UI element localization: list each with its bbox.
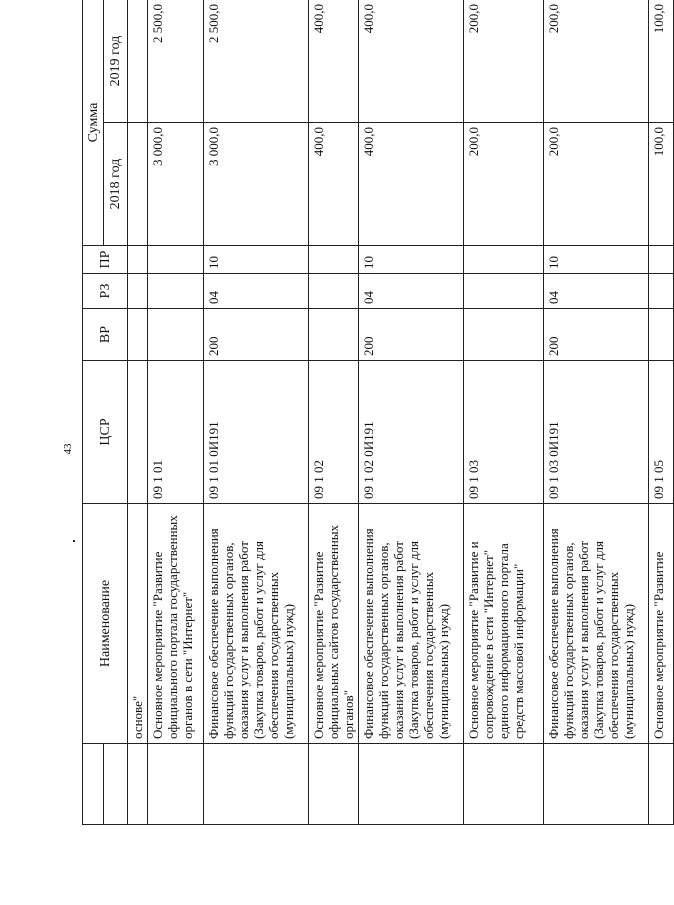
cell-stub <box>128 744 148 825</box>
cell-y2018: 200,0 <box>544 123 649 246</box>
scan-dot <box>73 540 75 542</box>
table-row <box>128 0 148 825</box>
header-csr: ЦСР <box>83 361 128 504</box>
header-pr: ПР <box>83 246 128 274</box>
cell-name: Основное мероприятие "Развитие и сопровождение в сети "Интернет" единого информационного портала средств массовой информации" <box>464 504 544 744</box>
cell-csr: 09 1 03 0И191 <box>544 361 649 504</box>
cell-y2019: 100,0 <box>649 0 674 123</box>
cell-pr: 10 <box>359 246 464 274</box>
header-year-2018: 2018 год <box>104 123 128 246</box>
cell-y2019 <box>128 0 148 123</box>
cell-name: Финансовое обеспечение выполнения функций государственных органов, оказания услуг и выполнения работ (Закупка товаров, работ и услуг для обеспечения государственных (муниципальных) нужд) <box>359 504 464 744</box>
header-name: Наименование <box>83 504 128 744</box>
cell-stub <box>148 744 204 825</box>
cell-y2019: 400,0 <box>309 0 359 123</box>
cell-pr <box>128 246 148 274</box>
cell-vr <box>464 309 544 361</box>
cell-y2018: 100,0 <box>649 123 674 246</box>
cell-y2019: 2 500,0 <box>148 0 204 123</box>
budget-table <box>82 0 674 825</box>
cell-y2019: 200,0 <box>464 0 544 123</box>
cell-stub <box>544 744 649 825</box>
cell-y2019: 2 500,0 <box>204 0 309 123</box>
cell-y2018: 400,0 <box>309 123 359 246</box>
cell-y2018: 400,0 <box>359 123 464 246</box>
cell-pr <box>309 246 359 274</box>
cell-rz: 04 <box>359 274 464 309</box>
cell-y2018: 200,0 <box>464 123 544 246</box>
cell-y2019: 200,0 <box>544 0 649 123</box>
cell-rz: 04 <box>544 274 649 309</box>
cell-rz <box>309 274 359 309</box>
cell-vr <box>128 309 148 361</box>
cell-y2019: 400,0 <box>359 0 464 123</box>
table-row <box>359 0 464 825</box>
cell-name: Основное мероприятие "Развитие официальных сайтов государственных органов" <box>309 504 359 744</box>
cell-stub <box>309 744 359 825</box>
cell-csr: 09 1 02 <box>309 361 359 504</box>
cell-y2018 <box>128 123 148 246</box>
cell-csr: 09 1 05 <box>649 361 674 504</box>
cell-name: Основное мероприятие "Развитие <box>649 504 674 744</box>
table-row <box>309 0 359 825</box>
cell-csr <box>128 361 148 504</box>
cell-vr: 200 <box>204 309 309 361</box>
table-row <box>544 0 649 825</box>
rotated-page-content <box>82 0 666 825</box>
cell-vr: 200 <box>359 309 464 361</box>
cell-rz: 04 <box>204 274 309 309</box>
header-year-2019: 2019 год <box>104 0 128 123</box>
table-row <box>464 0 544 825</box>
cell-rz <box>148 274 204 309</box>
table-row <box>649 0 674 825</box>
header-vr: ВР <box>83 309 128 361</box>
cell-csr: 09 1 01 0И191 <box>204 361 309 504</box>
cell-y2018: 3 000,0 <box>148 123 204 246</box>
page-number: 43 <box>62 443 74 455</box>
header-rz: РЗ <box>83 274 128 309</box>
cell-vr: 200 <box>544 309 649 361</box>
cell-stub <box>649 744 674 825</box>
cell-name: основе" <box>128 504 148 744</box>
cell-csr: 09 1 03 <box>464 361 544 504</box>
cell-y2018: 3 000,0 <box>204 123 309 246</box>
cell-vr <box>148 309 204 361</box>
cell-name: Основное мероприятие "Развитие официального портала государственных органов в сети "Интернет" <box>148 504 204 744</box>
cell-rz <box>128 274 148 309</box>
stub-subheader <box>104 744 128 825</box>
cell-pr <box>649 246 674 274</box>
cell-pr <box>148 246 204 274</box>
cell-vr <box>649 309 674 361</box>
cell-rz <box>649 274 674 309</box>
cell-stub <box>359 744 464 825</box>
cell-csr: 09 1 01 <box>148 361 204 504</box>
header-sum: Сумма <box>83 0 104 246</box>
cell-stub <box>464 744 544 825</box>
table-row <box>148 0 204 825</box>
cell-vr <box>309 309 359 361</box>
cell-pr <box>464 246 544 274</box>
cell-pr: 10 <box>544 246 649 274</box>
stub-header <box>83 744 104 825</box>
cell-stub <box>204 744 309 825</box>
table-row <box>204 0 309 825</box>
cell-pr: 10 <box>204 246 309 274</box>
cell-name: Финансовое обеспечение выполнения функций государственных органов, оказания услуг и выполнения работ (Закупка товаров, работ и услуг для обеспечения государственных (муниципальных) нужд) <box>204 504 309 744</box>
cell-csr: 09 1 02 0И191 <box>359 361 464 504</box>
cell-rz <box>464 274 544 309</box>
cell-name: Финансовое обеспечение выполнения функций государственных органов, оказания услуг и выполнения работ (Закупка товаров, работ и услуг для обеспечения государственных (муниципальных) нужд) <box>544 504 649 744</box>
